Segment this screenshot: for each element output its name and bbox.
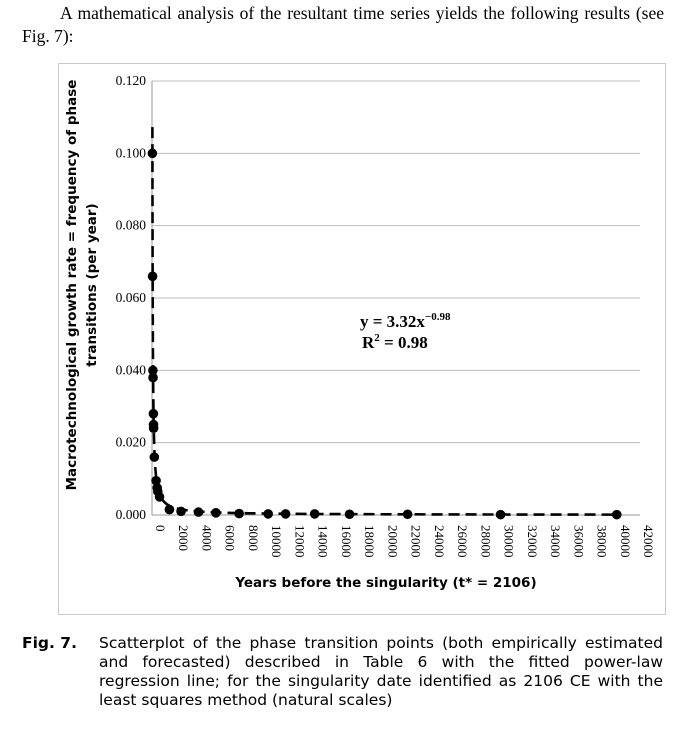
x-tick-label: 16000 [338,525,354,558]
x-tick-label: 24000 [431,525,447,558]
x-tick-label: 18000 [362,525,378,558]
x-tick-label: 38000 [594,525,610,558]
y-tick-label: 0.020 [115,434,146,450]
y-tick-label: 0.000 [115,507,146,522]
y-tick-label: 0.120 [115,73,146,88]
x-axis-label: Years before the singularity (t* = 2106) [235,575,537,591]
x-tick-label: 30000 [501,525,517,558]
caption-text: Scatterplot of the phase transition points (both empirically estimated and forecasted) described in Table 6 with the fitted power-law regression line; for the singularity date identified as 2106 CE with the least squares method (natural scales) [99,634,663,709]
r-squared-prefix: R [362,333,375,352]
x-tick-label: 12000 [292,525,308,558]
data-point [281,509,291,519]
caption-label: Fig. 7. [22,634,77,652]
y-tick-label: 0.080 [115,217,146,233]
x-tick-label: 42000 [641,525,656,558]
r-squared [362,332,428,352]
data-point [148,149,158,159]
data-point [194,507,204,517]
intro-paragraph: A mathematical analysis of the resultant time series yields the following results (see Fig. 7): [22,3,664,46]
equation-exponent: −0.98 [424,311,451,323]
data-point [403,509,413,519]
x-tick-label: 20000 [385,525,401,558]
r-squared-suffix: = 0.98 [379,333,428,352]
data-point [234,509,244,519]
y-tick-label: 0.100 [115,145,146,161]
data-point [149,423,159,433]
x-tick-label: 14000 [315,525,331,558]
x-tick-label: 0 [153,525,168,532]
x-tick-label: 40000 [617,525,633,558]
y-tick-label: 0.040 [115,362,146,378]
data-point [310,509,320,519]
data-point [155,492,165,502]
data-point [496,510,506,520]
x-tick-label: 34000 [548,525,564,558]
data-point [148,373,158,383]
data-point [263,509,273,519]
data-point [150,452,160,462]
data-point [612,510,622,520]
data-point [211,508,221,518]
x-tick-label: 8000 [245,525,261,551]
data-point [165,505,175,515]
x-tick-labels [153,525,656,558]
grid-lines [152,81,640,515]
y-tick-label: 0.060 [115,290,146,305]
x-tick-label: 26000 [455,525,471,558]
x-tick-label: 4000 [199,525,215,551]
data-point [176,507,186,517]
x-tick-label: 32000 [524,525,540,558]
x-tick-label: 36000 [571,525,587,558]
r-squared-sup: 2 [374,332,380,344]
x-tick-label: 22000 [408,525,424,558]
data-point [345,509,355,519]
x-tick-label: 6000 [222,525,238,551]
figure-caption [22,634,663,710]
y-tick-labels [116,73,147,522]
regression-equation [360,311,451,331]
x-tick-label: 10000 [269,525,285,558]
x-tick-label: 28000 [478,525,494,558]
x-tick-label: 2000 [176,525,192,551]
equation-main: y = 3.32x [360,312,425,331]
y-axis-label-line2: transitions (per year) [84,203,100,367]
data-point [149,409,159,419]
data-point [148,272,158,282]
y-axis-label-line1: Macrotechnological growth rate = frequency of phase [64,79,80,491]
